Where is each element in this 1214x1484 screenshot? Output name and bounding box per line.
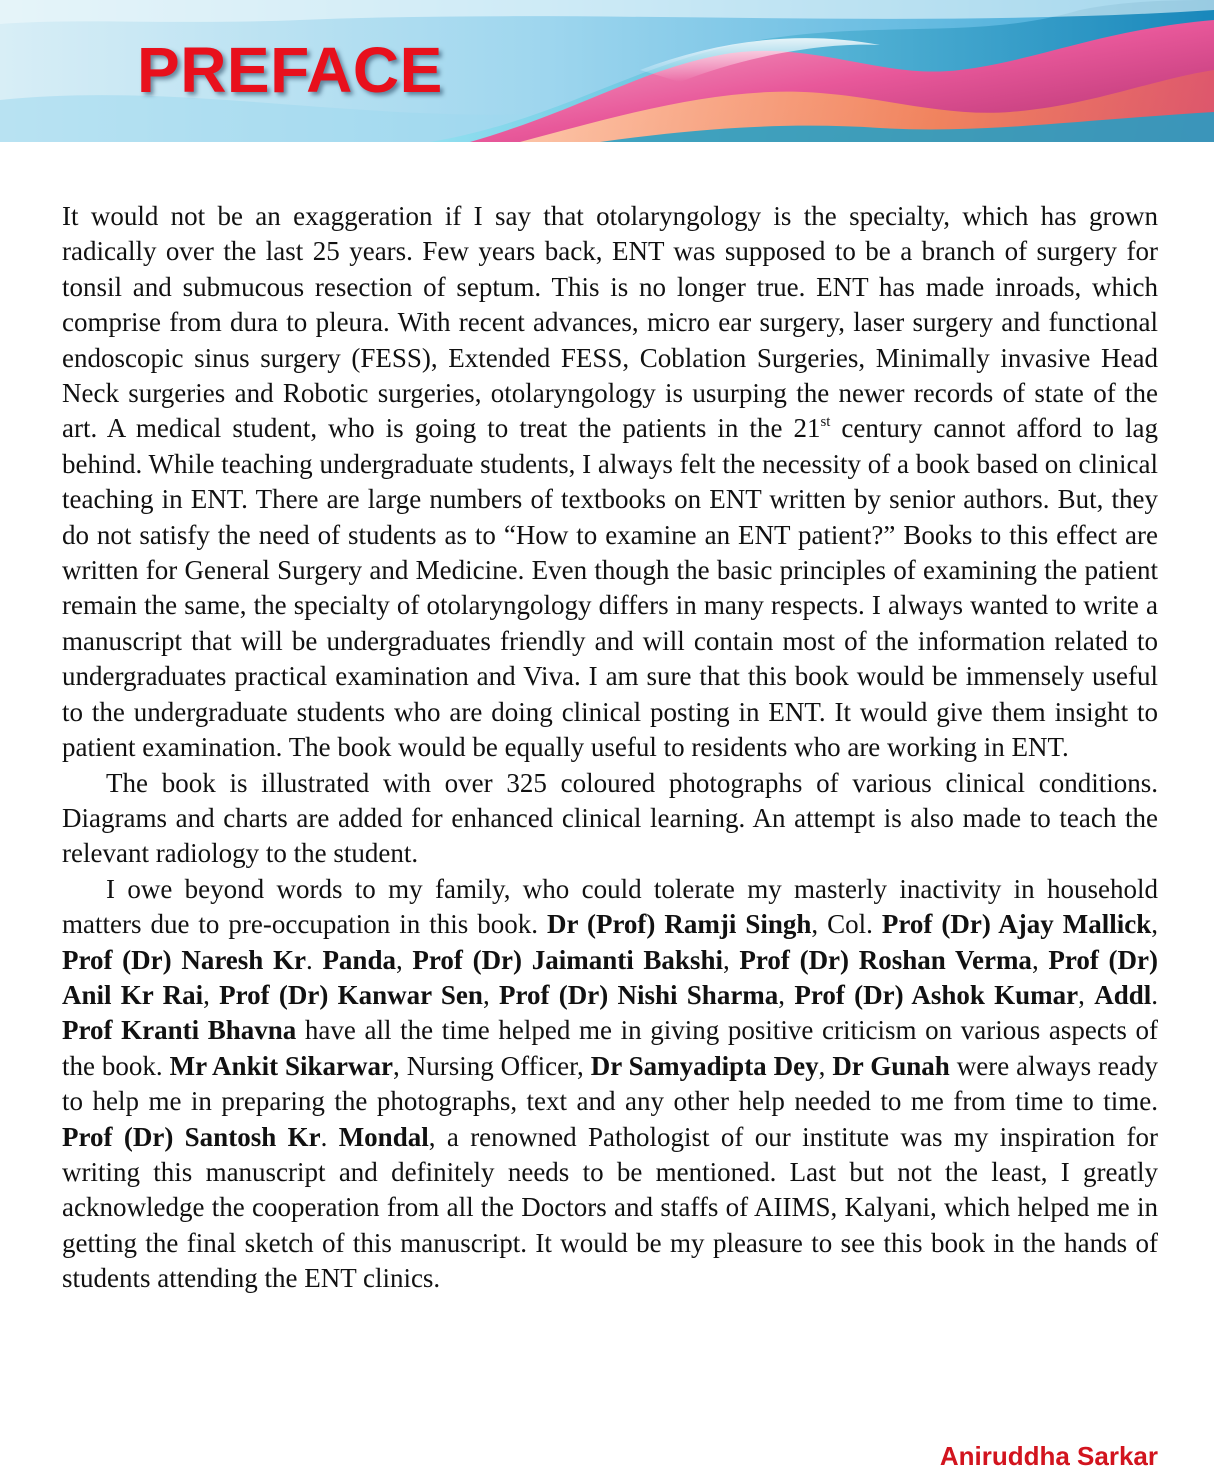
acknowledged-name: Prof (Dr) Santosh Kr <box>62 1121 321 1152</box>
paragraph-text: , <box>811 909 828 940</box>
acknowledged-name: Prof (Dr) Naresh Kr <box>62 944 306 975</box>
paragraph-intro-text-cont: century cannot afford to lag behind. While teaching undergraduate students, I always felt the necessity of a book based on clinical teaching in ENT. There are large numbers of textbooks on ENT written by senior authors. But, they do not satisfy the need of students as to “How to examine an ENT patient?” Books to this effect are written for General Surgery and Medicine. Even though the basic principles of examining the patient remain the same, the specialty of otolaryngology differs in many respects. I always wanted to write a manuscript that will be undergraduates friendly and will contain most of the information related to undergraduates practical examination and Viva. I am sure that this book would be immensely useful to the undergraduate students who are doing clinical posting in ENT. It would give them insight to patient examination. The book would be equally useful to residents who are working in ENT. <box>62 413 1158 763</box>
ordinal-superscript: st <box>820 414 831 431</box>
acknowledged-name: Dr Gunah <box>832 1050 950 1081</box>
acknowledged-name: Mr Ankit Sikarwar <box>169 1050 394 1081</box>
paragraph-text: . <box>1151 979 1158 1010</box>
paragraph-text: , Nursing Officer, <box>393 1050 591 1081</box>
paragraph-text: were always ready to help me in preparing the photographs, text and any other help needed to me from time to time. <box>62 1050 1159 1117</box>
acknowledged-name: Prof (Dr) Roshan Verma <box>739 944 1032 975</box>
paragraph-text: , <box>482 979 499 1010</box>
acknowledged-name: Dr (Prof) Ramji Singh <box>546 909 812 940</box>
paragraph-text: . <box>320 1121 339 1152</box>
paragraph-intro <box>62 199 1158 766</box>
paragraph-text: , <box>395 944 413 975</box>
paragraph-acknowledgements <box>62 872 1158 1297</box>
paragraph-illustrations: The book is illustrated with over 325 coloured photographs of various clinical conditions. Diagrams and charts are added for enhanced clinical learning. An attempt is also made to teach the relevant radiology to the student. <box>62 767 1158 869</box>
page-title: PREFACE <box>137 34 443 106</box>
paragraph-text: , <box>203 979 220 1010</box>
paragraph-text: , <box>1151 909 1159 940</box>
header-banner <box>0 0 1214 142</box>
paragraph-text: , <box>722 944 740 975</box>
acknowledged-name: Prof (Dr) Jaimanti Bakshi <box>412 944 723 975</box>
acknowledged-name: Prof (Dr) Ajay Mallick <box>881 909 1152 940</box>
acknowledged-name: Prof (Dr) Anil Kr Rai <box>62 944 1159 1010</box>
paragraph-text: , <box>818 1050 833 1081</box>
paragraph-text: I owe beyond words to my family, who could tolerate my masterly inactivity in household matters due to pre-occupation in this book. <box>62 873 1158 940</box>
paragraph-text: , <box>778 979 795 1010</box>
paragraph-text: . <box>866 909 882 940</box>
acknowledged-name: Dr Samyadipta Dey <box>590 1050 819 1081</box>
author-signature: Aniruddha Sarkar <box>939 1441 1158 1471</box>
acknowledged-name: Prof (Dr) Kanwar Sen <box>219 979 483 1010</box>
acknowledged-name: Mondal <box>338 1121 429 1152</box>
paragraph-text: have all the time helped me in giving positive criticism on various aspects of the book. <box>62 1015 1158 1081</box>
paragraph-text: Col <box>827 909 867 940</box>
preface-body <box>62 199 1158 1297</box>
paragraph-text: . <box>306 944 323 975</box>
acknowledged-name: Prof (Dr) Nishi Sharma <box>498 979 779 1010</box>
paragraph-text: , <box>1031 944 1049 975</box>
acknowledged-name: Prof (Dr) Ashok Kumar <box>794 979 1079 1010</box>
acknowledged-name: Prof Kranti Bhavna <box>62 1015 297 1046</box>
acknowledged-name: Panda <box>322 944 396 975</box>
paragraph-text: , <box>1078 979 1095 1010</box>
paragraph-text: , a renowned Pathologist of our institute was my inspiration for writing this manuscript and definitely needs to be mentioned. Last but not the least, I greatly acknowledge the cooperation from all the Doctors and staffs of AIIMS, Kalyani, which helped me in getting the final sketch of this manuscript. It would be my pleasure to see this book in the hands of students attending the ENT clinics. <box>62 1121 1159 1294</box>
acknowledged-name: Addl <box>1094 979 1152 1010</box>
paragraph-intro-text: It would not be an exaggeration if I say that otolaryngology is the specialty, which has grown radically over the last 25 years. Few years back, ENT was supposed to be a branch of surgery for tonsil and submucous resection of septum. This is no longer true. ENT has made inroads, which comprise from dura to pleura. With recent advances, micro ear surgery, laser surgery and functional endoscopic sinus surgery (FESS), Extended FESS, Coblation Surgeries, Minimally invasive Head Neck surgeries and Robotic surgeries, otolaryngology is usurping the newer records of state of the art. A medical student, who is going to treat the patients in the 21 <box>62 201 1158 444</box>
